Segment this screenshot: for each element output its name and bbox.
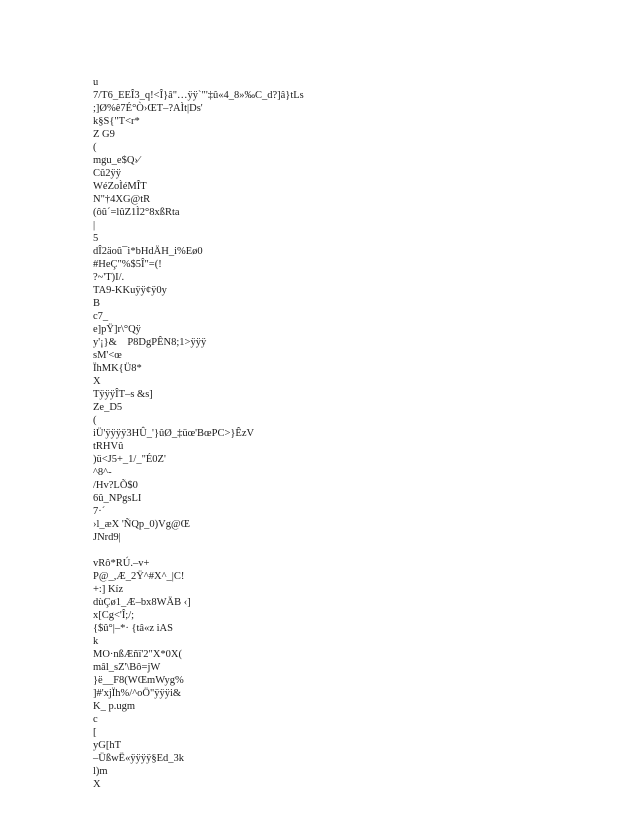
text-line: N"†4XG@tR — [93, 194, 151, 205]
text-line: mâl_sZ'\Bô=jW — [93, 662, 161, 673]
text-line: –ÜßwË«ÿÿÿÿ§Ed_3k — [93, 753, 184, 764]
document-text-block — [93, 76, 613, 791]
text-line: ( — [93, 142, 97, 153]
text-line: X — [93, 376, 101, 387]
text-line: 7·´ — [93, 506, 106, 517]
text-line: }ë__F8(WŒmWyg% — [93, 675, 184, 686]
text-line: TA9-KKuÿÿ¢ÿ0y — [93, 285, 167, 296]
text-line: 6û_NPgsLI — [93, 493, 142, 504]
text-line: tRHVû — [93, 441, 124, 452]
text-line: ›l_æX 'ÑQp_0)Vg@Œ — [93, 519, 191, 530]
text-line: +:] Kíz — [93, 584, 124, 595]
text-line: ÏhMK{Ü8* — [93, 363, 142, 374]
text-line: sM'<œ — [93, 350, 122, 361]
text-line: k — [93, 636, 99, 647]
text-line: ]#'xjÏh%/^oÖ"ÿÿÿi& — [93, 688, 182, 699]
text-line: vRô*RÚ.–v+ — [93, 558, 150, 569]
text-line: Z G9 — [93, 129, 115, 140]
text-line: x[Cg<'Î;/; — [93, 610, 135, 621]
text-line: P@_,Æ_2Ÿ^#X^_|C! — [93, 571, 185, 582]
text-line: MO·nßÆñï'2"X*0X( — [93, 649, 183, 660]
text-line — [93, 544, 613, 557]
text-line: Cû2ÿÿ — [93, 168, 122, 179]
text-line: k§S{"T<r* — [93, 116, 140, 127]
text-line: ?~'T)I/. — [93, 272, 125, 283]
text-line: ^8^- — [93, 467, 112, 478]
text-line: #HeÇ"%$5Î"=(! — [93, 259, 162, 270]
text-line: Ze_D5 — [93, 402, 123, 413]
text-line: 7/T6_EEÎ3_q!<Î}â"…ÿÿ`"'‡û«4_8»‰C_d?]â}tLs — [93, 90, 304, 101]
text-line: c — [93, 714, 98, 725]
text-line: WéZoÌéMÎT — [93, 181, 147, 192]
text-line: | — [93, 220, 96, 231]
text-line: iÜ'ÿÿÿÿ3HÛ_'}ûØ_‡üœ'BœPC>}ÊzV — [93, 428, 255, 439]
text-line: y'¡}& P8DgPÊN8;1>ÿÿÿ — [93, 337, 207, 348]
text-line: ( — [93, 415, 97, 426]
text-line: JNrd9| — [93, 532, 121, 543]
text-line: u — [93, 77, 99, 88]
text-line: 5 — [93, 233, 99, 244]
text-line: )ü<J5+_1/_"É0Z' — [93, 454, 166, 465]
text-line: K_ p.ugm — [93, 701, 135, 712]
text-line: mgu_e$Q›⁄ — [93, 155, 140, 166]
text-line: c7_ — [93, 311, 109, 322]
text-line: {$û°|–*· {tâ«z iAS — [93, 623, 173, 634]
text-line: (ôû´=lûZ1Ì2°8xßRta — [93, 207, 180, 218]
text-line: [ — [93, 727, 97, 738]
text-line: TÿÿÿÎT–s &s] — [93, 389, 153, 400]
text-line: ;]Ø%ê7É°Ò›ŒT–?AÌt|Ds' — [93, 103, 203, 114]
text-line: B — [93, 298, 101, 309]
text-line: dùÇø1_Æ–bx8WÄB ‹] — [93, 597, 191, 608]
text-line: /Hv?LÕ$0 — [93, 480, 138, 491]
text-line: X — [93, 779, 101, 790]
text-line: dÎ2äoû¯i*bHdÄH_i%Eø0 — [93, 246, 203, 257]
text-line: yG[hT — [93, 740, 121, 751]
text-line: e]pŸ]r\°Qÿ — [93, 324, 141, 335]
text-line: l)m — [93, 766, 108, 777]
